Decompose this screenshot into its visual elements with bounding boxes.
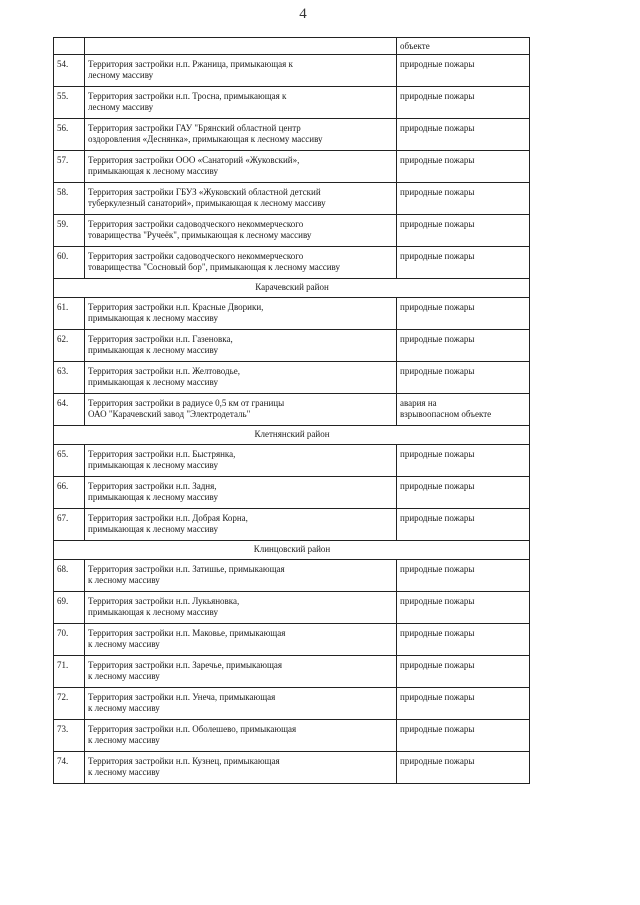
table-row: [54, 119, 530, 151]
hazard-cell: [397, 592, 530, 624]
territory-cell: [85, 55, 397, 87]
territory-text-line: примыкающая к лесному массиву: [88, 313, 218, 323]
hazard-cell: [397, 183, 530, 215]
hazard-cell: [397, 688, 530, 720]
territory-text-line: Территория застройки н.п. Быстрянка,: [88, 449, 236, 459]
hazard-text-line: природные пожары: [400, 481, 475, 491]
territory-text-line: примыкающая к лесному массиву: [88, 524, 218, 534]
hazard-cell: [397, 151, 530, 183]
territory-text-line: Территория застройки н.п. Тросна, примыкающая к: [88, 91, 287, 101]
table-row: [54, 151, 530, 183]
district-title: Карачевский район: [54, 279, 530, 298]
table-row: [54, 509, 530, 541]
hazard-cell: [397, 752, 530, 784]
row-number: 62.: [54, 330, 85, 362]
page-number: 4: [299, 6, 307, 22]
territory-cell: [85, 720, 397, 752]
table-row: [54, 362, 530, 394]
row-number: 57.: [54, 151, 85, 183]
hazard-text-line: природные пожары: [400, 756, 475, 766]
row-number: 58.: [54, 183, 85, 215]
table-row: [54, 592, 530, 624]
territory-text-line: примыкающая к лесному массиву: [88, 166, 218, 176]
territory-cell: [85, 119, 397, 151]
hazard-territory-table: [53, 37, 530, 784]
territory-text-line: к лесному массиву: [88, 735, 160, 745]
territory-text-line: Территория застройки ООО «Санаторий «Жуковский»,: [88, 155, 300, 165]
territory-text-line: лесному массиву: [88, 70, 154, 80]
hazard-text-line: природные пожары: [400, 628, 475, 638]
territory-cell: [85, 215, 397, 247]
territory-text-line: оздоровления «Деснянка», примыкающая к лесному массиву: [88, 134, 323, 144]
row-number: 56.: [54, 119, 85, 151]
territory-text-line: Территория застройки н.п. Красные Дворики,: [88, 302, 264, 312]
hazard-text-line: природные пожары: [400, 366, 475, 376]
table-row: [54, 720, 530, 752]
table-body: [54, 38, 530, 784]
hazard-cell: [397, 215, 530, 247]
hazard-cell: [397, 362, 530, 394]
district-title: Клинцовский район: [54, 541, 530, 560]
header-place-cell: [85, 38, 397, 55]
territory-text-line: Территория застройки в радиусе 0,5 км от границы: [88, 398, 285, 408]
territory-cell: [85, 247, 397, 279]
hazard-text-line: природные пожары: [400, 724, 475, 734]
table-row: [54, 624, 530, 656]
header-hazard-cell: объекте: [397, 38, 530, 55]
territory-cell: [85, 87, 397, 119]
territory-text-line: примыкающая к лесному массиву: [88, 492, 218, 502]
territory-cell: [85, 624, 397, 656]
row-number: 61.: [54, 298, 85, 330]
row-number: 64.: [54, 394, 85, 426]
territory-cell: [85, 477, 397, 509]
territory-cell: [85, 151, 397, 183]
header-num-cell: [54, 38, 85, 55]
row-number: 65.: [54, 445, 85, 477]
district-section-row: [54, 279, 530, 298]
hazard-text-line: природные пожары: [400, 334, 475, 344]
territory-cell: [85, 362, 397, 394]
territory-text-line: примыкающая к лесному массиву: [88, 377, 218, 387]
table-row: [54, 183, 530, 215]
territory-text-line: Территория застройки садоводческого некоммерческого: [88, 251, 304, 261]
territory-text-line: туберкулезный санаторий», примыкающая к лесному массиву: [88, 198, 326, 208]
hazard-cell: [397, 656, 530, 688]
territory-text-line: Территория застройки н.п. Унеча, примыкающая: [88, 692, 276, 702]
table-row: [54, 688, 530, 720]
territory-text-line: Территория застройки н.п. Заречье, примыкающая: [88, 660, 283, 670]
table-row: [54, 656, 530, 688]
row-number: 54.: [54, 55, 85, 87]
table-row: [54, 560, 530, 592]
row-number: 55.: [54, 87, 85, 119]
territory-text-line: к лесному массиву: [88, 639, 160, 649]
hazard-text-line: авария на: [400, 398, 437, 408]
territory-text-line: к лесному массиву: [88, 703, 160, 713]
territory-text-line: Территория застройки н.п. Лукьяновка,: [88, 596, 240, 606]
hazard-text-line: природные пожары: [400, 251, 475, 261]
territory-text-line: Территория застройки н.п. Затишье, примыкающая: [88, 564, 285, 574]
hazard-text-line: природные пожары: [400, 155, 475, 165]
territory-text-line: к лесному массиву: [88, 575, 160, 585]
table-row: [54, 445, 530, 477]
row-number: 72.: [54, 688, 85, 720]
table-row: [54, 298, 530, 330]
row-number: 67.: [54, 509, 85, 541]
territory-cell: [85, 509, 397, 541]
row-number: 60.: [54, 247, 85, 279]
territory-text-line: ОАО "Карачевский завод "Электродеталь": [88, 409, 251, 419]
territory-text-line: Территория застройки садоводческого некоммерческого: [88, 219, 304, 229]
territory-text-line: Территория застройки н.п. Ржаница, примыкающая к: [88, 59, 293, 69]
hazard-text-line: природные пожары: [400, 123, 475, 133]
hazard-cell: [397, 55, 530, 87]
territory-cell: [85, 183, 397, 215]
hazard-cell: [397, 298, 530, 330]
table-row: [54, 394, 530, 426]
hazard-cell: [397, 560, 530, 592]
hazard-text-line: взрывоопасном объекте: [400, 409, 492, 419]
row-number: 70.: [54, 624, 85, 656]
hazard-text-line: природные пожары: [400, 187, 475, 197]
row-number: 59.: [54, 215, 85, 247]
district-section-row: [54, 541, 530, 560]
hazard-cell: [397, 509, 530, 541]
territory-text-line: Территория застройки ГАУ "Брянский областной центр: [88, 123, 301, 133]
territory-text-line: Территория застройки н.п. Добрая Корна,: [88, 513, 248, 523]
hazard-cell: [397, 624, 530, 656]
territory-text-line: Территория застройки н.п. Газеновка,: [88, 334, 233, 344]
territory-text-line: примыкающая к лесному массиву: [88, 345, 218, 355]
territory-cell: [85, 560, 397, 592]
table-row: [54, 87, 530, 119]
district-title: Клетнянский район: [54, 426, 530, 445]
row-number: 68.: [54, 560, 85, 592]
row-number: 66.: [54, 477, 85, 509]
territory-text-line: лесному массиву: [88, 102, 154, 112]
territory-text-line: Территория застройки н.п. Маковье, примыкающая: [88, 628, 286, 638]
row-number: 74.: [54, 752, 85, 784]
territory-cell: [85, 688, 397, 720]
row-number: 69.: [54, 592, 85, 624]
row-number: 73.: [54, 720, 85, 752]
hazard-cell: [397, 394, 530, 426]
hazard-cell: [397, 119, 530, 151]
hazard-cell: [397, 445, 530, 477]
hazard-text-line: природные пожары: [400, 219, 475, 229]
territory-cell: [85, 330, 397, 362]
territory-text-line: Территория застройки н.п. Задня,: [88, 481, 217, 491]
hazard-text-line: природные пожары: [400, 59, 475, 69]
district-section-row: [54, 426, 530, 445]
row-number: 63.: [54, 362, 85, 394]
territory-text-line: Территория застройки н.п. Оболешево, примыкающая: [88, 724, 297, 734]
hazard-cell: [397, 720, 530, 752]
territory-cell: [85, 752, 397, 784]
table-row: [54, 55, 530, 87]
territory-cell: [85, 298, 397, 330]
table-row: [54, 330, 530, 362]
hazard-cell: [397, 247, 530, 279]
territory-cell: [85, 445, 397, 477]
territory-text-line: товарищества "Сосновый бор", примыкающая к лесному массиву: [88, 262, 340, 272]
table-row: [54, 752, 530, 784]
hazard-text-line: природные пожары: [400, 564, 475, 574]
hazard-cell: [397, 477, 530, 509]
territory-cell: [85, 592, 397, 624]
hazard-text-line: природные пожары: [400, 449, 475, 459]
hazard-cell: [397, 87, 530, 119]
table-row: [54, 477, 530, 509]
row-number: 71.: [54, 656, 85, 688]
territory-text-line: Территория застройки н.п. Желтоводье,: [88, 366, 240, 376]
hazard-text-line: природные пожары: [400, 513, 475, 523]
territory-text-line: примыкающая к лесному массиву: [88, 607, 218, 617]
table-row: [54, 247, 530, 279]
territory-text-line: товарищества "Ручеёк", примыкающая к лесному массиву: [88, 230, 312, 240]
hazard-text-line: природные пожары: [400, 302, 475, 312]
territory-text-line: Территория застройки ГБУЗ «Жуковский областной детский: [88, 187, 321, 197]
hazard-cell: [397, 330, 530, 362]
hazard-text-line: природные пожары: [400, 692, 475, 702]
territory-cell: [85, 656, 397, 688]
hazard-text-line: природные пожары: [400, 91, 475, 101]
hazard-text-line: природные пожары: [400, 596, 475, 606]
territory-text-line: к лесному массиву: [88, 767, 160, 777]
territory-text-line: примыкающая к лесному массиву: [88, 460, 218, 470]
territory-text-line: к лесному массиву: [88, 671, 160, 681]
table-header-row: [54, 38, 530, 55]
hazard-text-line: природные пожары: [400, 660, 475, 670]
table-row: [54, 215, 530, 247]
territory-text-line: Территория застройки н.п. Кузнец, примыкающая: [88, 756, 280, 766]
territory-cell: [85, 394, 397, 426]
